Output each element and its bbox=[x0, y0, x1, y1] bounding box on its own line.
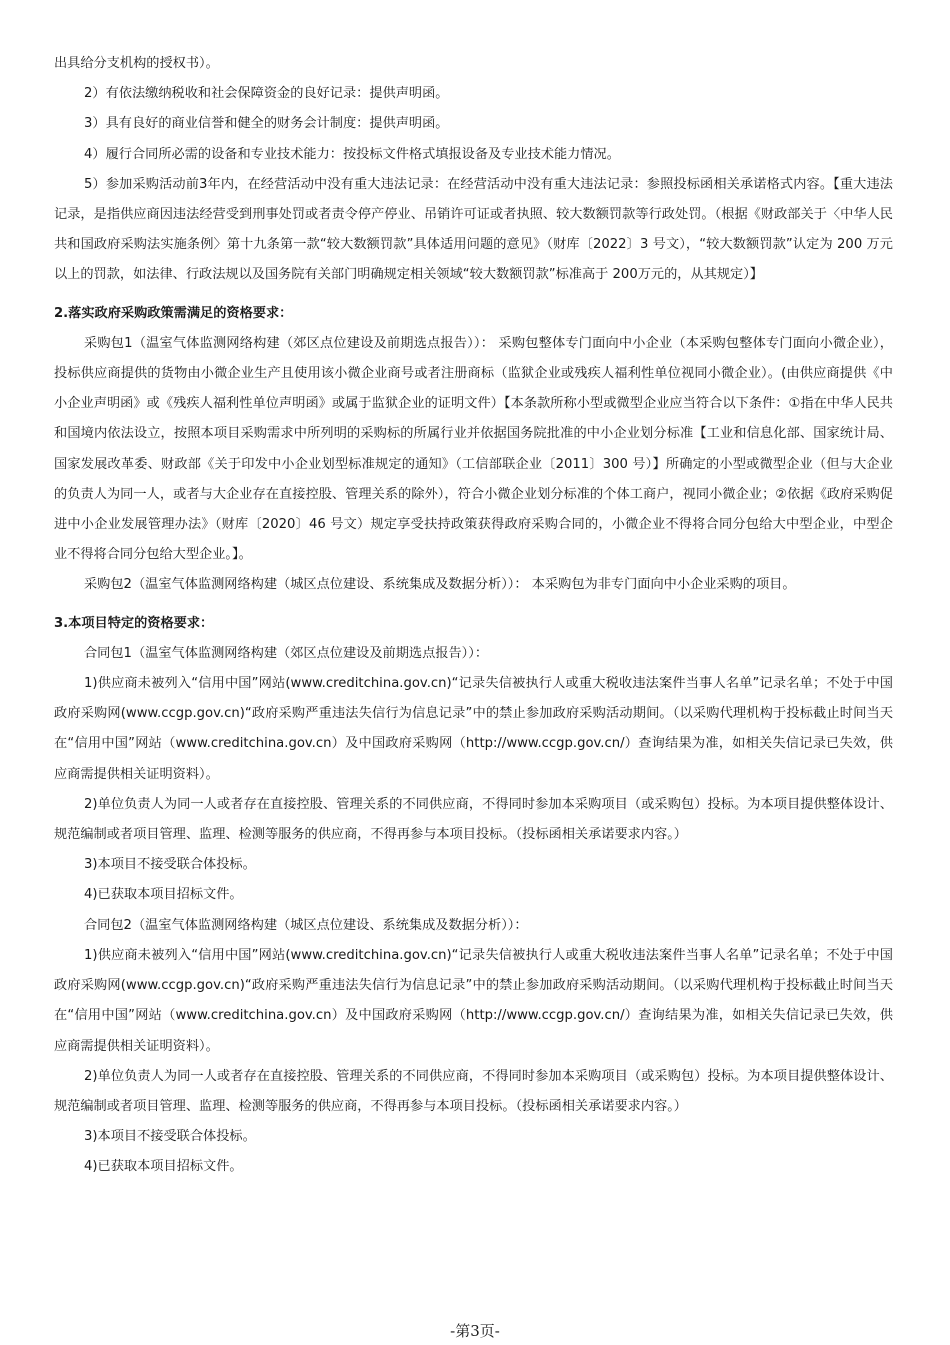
page-number: -第3页- bbox=[450, 1322, 500, 1340]
paragraph: 3)本项目不接受联合体投标。 bbox=[84, 1129, 256, 1145]
paragraph: 5）参加采购活动前3年内，在经营活动中没有重大违法记录：在经营活动中没有重大违法记录：参照投标函相关承诺格式内容。【重大违法记录，是指供应商因违法经营受到刑事处罚或者责令停产停业、吊销许可证或者执照、较大数额罚款等行政处罚。（根据《财政部关于〈中华人民共和国政府采购法实施条例〉第十九条第一款“较大数额罚款”具体适用问题的意见》（财库〔2022〕3 号文），“较大数额罚款”认定为 200 万元以上的罚款，如法律、行政法规以及国务院有关部门明确规定相关领域“较大数额罚款”标准高于 200万元的，从其规定）】 bbox=[54, 176, 893, 283]
paragraph: 3）具有良好的商业信誉和健全的财务会计制度：提供声明函。 bbox=[84, 116, 449, 132]
paragraph: 2)单位负责人为同一人或者存在直接控股、管理关系的不同供应商，不得同时参加本采购项目（或采购包）投标。为本项目提供整体设计、规范编制或者项目管理、监理、检测等服务的供应商，不得再参与本项目投标。（投标函相关承诺要求内容。） bbox=[54, 796, 893, 843]
paragraph: 采购包1（温室气体监测网络构建（郊区点位建设及前期选点报告））： 采购包整体专门面向中小企业（本采购包整体专门面向小微企业），投标供应商提供的货物由小微企业生产且使用该小微企业商号或者注册商标（监狱企业或残疾人福利性单位视同小微企业）。(由供应商提供《中小企业声明函》或《残疾人福利性单位声明函》或属于监狱企业的证明文件）【本条款所称小型或微型企业应当符合以下条件：①指在中华人民共和国境内依法设立，按照本项目采购需求中所列明的采购标的所属行业并依据国务院批准的中小企业划分标准【工业和信息化部、国家统计局、国家发展改革委、财政部《关于印发中小企业划型标准规定的通知》（工信部联企业〔2011〕300 号）】所确定的小型或微型企业（但与大企业的负责人为同一人，或者与大企业存在直接控股、管理关系的除外），符合小微企业划分标准的个体工商户，视同小微企业；②依据《政府采购促进中小企业发展管理办法》（财库〔2020〕46 号文）规定享受扶持政策获得政府采购合同的，小微企业不得将合同分包给大中型企业，中型企业不得将合同分包给大型企业。】。 bbox=[54, 335, 893, 563]
paragraph: 1)供应商未被列入“信用中国”网站(www.creditchina.gov.cn)“记录失信被执行人或重大税收违法案件当事人名单”记录名单；不处于中国政府采购网(www.ccgp.gov.cn)“政府采购严重违法失信行为信息记录”中的禁止参加政府采购活动期间。（以采购代理机构于投标截止时间当天在“信用中国”网站（www.creditchina.gov.cn）及中国政府采购网（http://www.ccgp.gov.cn/）查询结果为准，如相关失信记录已失效，供应商需提供相关证明资料）。 bbox=[54, 947, 893, 1054]
section-heading: 3.本项目特定的资格要求： bbox=[54, 615, 214, 631]
paragraph: 合同包2（温室气体监测网络构建（城区点位建设、系统集成及数据分析））： bbox=[84, 917, 528, 933]
paragraph: 采购包2（温室气体监测网络构建（城区点位建设、系统集成及数据分析））： 本采购包为非专门面向中小企业采购的项目。 bbox=[84, 577, 796, 593]
section-heading: 2.落实政府采购政策需满足的资格要求： bbox=[54, 305, 293, 321]
paragraph: 1)供应商未被列入“信用中国”网站(www.creditchina.gov.cn)“记录失信被执行人或重大税收违法案件当事人名单”记录名单；不处于中国政府采购网(www.ccgp.gov.cn)“政府采购严重违法失信行为信息记录”中的禁止参加政府采购活动期间。（以采购代理机构于投标截止时间当天在“信用中国”网站（www.creditchina.gov.cn）及中国政府采购网（http://www.ccgp.gov.cn/）查询结果为准，如相关失信记录已失效，供应商需提供相关证明资料）。 bbox=[54, 676, 893, 782]
paragraph: 4)已获取本项目招标文件。 bbox=[84, 887, 243, 903]
paragraph: 2)单位负责人为同一人或者存在直接控股、管理关系的不同供应商，不得同时参加本采购项目（或采购包）投标。为本项目提供整体设计、规范编制或者项目管理、监理、检测等服务的供应商，不得再参与本项目投标。（投标函相关承诺要求内容。） bbox=[54, 1068, 893, 1114]
paragraph: 4）履行合同所必需的设备和专业技术能力：按投标文件格式填报设备及专业技术能力情况。 bbox=[84, 146, 620, 162]
paragraph: 3)本项目不接受联合体投标。 bbox=[84, 857, 256, 873]
document-body bbox=[54, 49, 893, 1183]
paragraph: 出具给分支机构的授权书）。 bbox=[54, 56, 219, 71]
paragraph: 合同包1（温室气体监测网络构建（郊区点位建设及前期选点报告））： bbox=[84, 645, 488, 661]
paragraph: 4)已获取本项目招标文件。 bbox=[84, 1159, 243, 1175]
paragraph: 2）有依法缴纳税收和社会保障资金的良好记录：提供声明函。 bbox=[84, 86, 449, 102]
